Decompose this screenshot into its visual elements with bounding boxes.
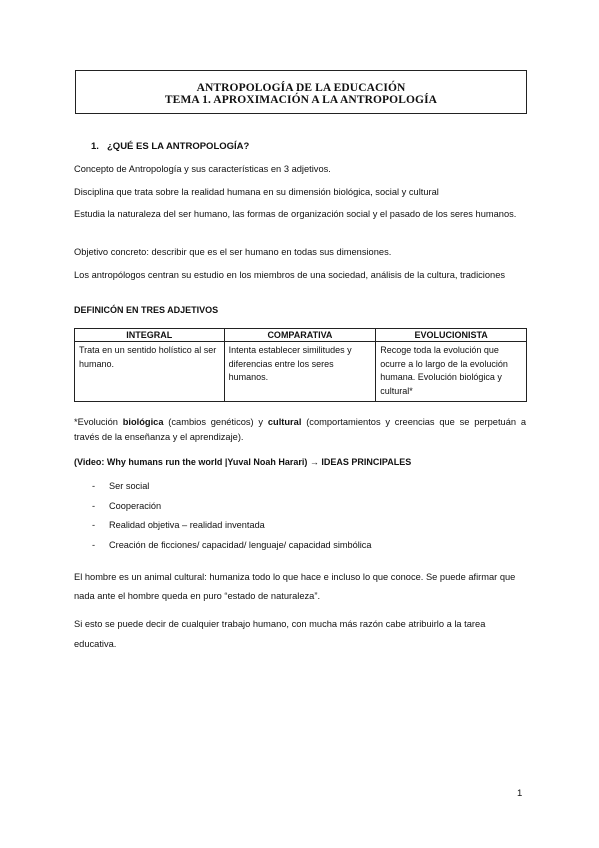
footnote-prefix: *Evolución [74, 417, 123, 427]
list-item [92, 499, 372, 519]
document-subtitle: TEMA 1. APROXIMACIÓN A LA ANTROPOLOGÍA [164, 94, 438, 106]
list-item-text: Creación de ficciones/ capacidad/ lenguaje/ capacidad simbólica [109, 540, 372, 551]
footnote-middle: (cambios genéticos) y [163, 417, 268, 427]
section-heading [91, 141, 249, 152]
table-cell-integral: Trata en un sentido holístico al ser humano. [75, 342, 225, 402]
dash-bullet: - [92, 481, 96, 491]
footnote-rest: (comportamientos y creencias que se perpetuán a través de la enseñanza y el aprendizaje). [74, 417, 527, 442]
list-item-text: Cooperación [109, 500, 162, 511]
title-box [75, 70, 527, 114]
column-header-comparativa: COMPARATIVA [224, 329, 376, 342]
ideas-principales: IDEAS PRINCIPALES [321, 457, 412, 467]
table-header-row [75, 329, 527, 342]
footnote-cultural: cultural [267, 417, 302, 427]
ideas-list [92, 479, 372, 558]
paragraph-cultural-animal: El hombre es un animal cultural: humaniza todo lo que hace e incluso lo que conoce. Se puede afirmar que nada ante el hombre queda en puro “estado de naturaleza”. [74, 572, 516, 601]
video-label: (Video: Why humans run the world |Yuval Noah Harari) [74, 457, 308, 467]
table-cell-comparativa: Intenta establecer similitudes y diferencias entre los seres humanos. [224, 342, 376, 402]
dash-bullet: - [92, 540, 96, 551]
document-title: ANTROPOLOGÍA DE LA EDUCACIÓN [196, 82, 406, 94]
table-row [75, 342, 527, 402]
column-header-evolucionista: EVOLUCIONISTA [376, 329, 527, 342]
paragraph-studies: Estudia la naturaleza del ser humano, las formas de organización social y el pasado de los seres humanos. [74, 209, 517, 219]
paragraph-concept: Concepto de Antropología y sus características en 3 adjetivos. [74, 164, 331, 174]
dash-bullet: - [92, 500, 96, 511]
paragraph-objective: Objetivo concreto: describir que es el ser humano en todas sus dimensiones. [74, 247, 392, 257]
list-item-text: Ser social [109, 481, 150, 491]
list-item [92, 479, 372, 499]
footnote-evolution [74, 415, 526, 445]
dash-bullet: - [92, 520, 96, 531]
paragraph-discipline: Disciplina que trata sobre la realidad humana en su dimensión biológica, social y cultural [74, 187, 439, 197]
paragraph-anthropologists: Los antropólogos centran su estudio en los miembros de una sociedad, análisis de la cultura, tradiciones [74, 270, 506, 280]
video-line [74, 455, 526, 470]
list-item [92, 518, 372, 538]
adjectives-table [74, 328, 527, 402]
definition-heading: DEFINICÓN EN TRES ADJETIVOS [74, 305, 219, 315]
table-cell-evolucionista: Recoge toda la evolución que ocurre a lo largo de la evolución humana. Evolución biológica y cultural* [376, 342, 527, 402]
column-header-integral: INTEGRAL [75, 329, 225, 342]
list-item [92, 538, 372, 558]
arrow-icon: → [309, 457, 319, 467]
list-item-text: Realidad objetiva – realidad inventada [109, 520, 265, 531]
paragraph-educational-task: Si esto se puede decir de cualquier trabajo humano, con mucha más razón cabe atribuirlo a la tarea educativa. [74, 619, 486, 649]
section-title: ¿QUÉ ES LA ANTROPOLOGÍA? [107, 141, 250, 152]
footnote-biological: biológica [122, 417, 164, 427]
section-number: 1. [91, 141, 99, 152]
page-number: 1 [517, 788, 523, 799]
